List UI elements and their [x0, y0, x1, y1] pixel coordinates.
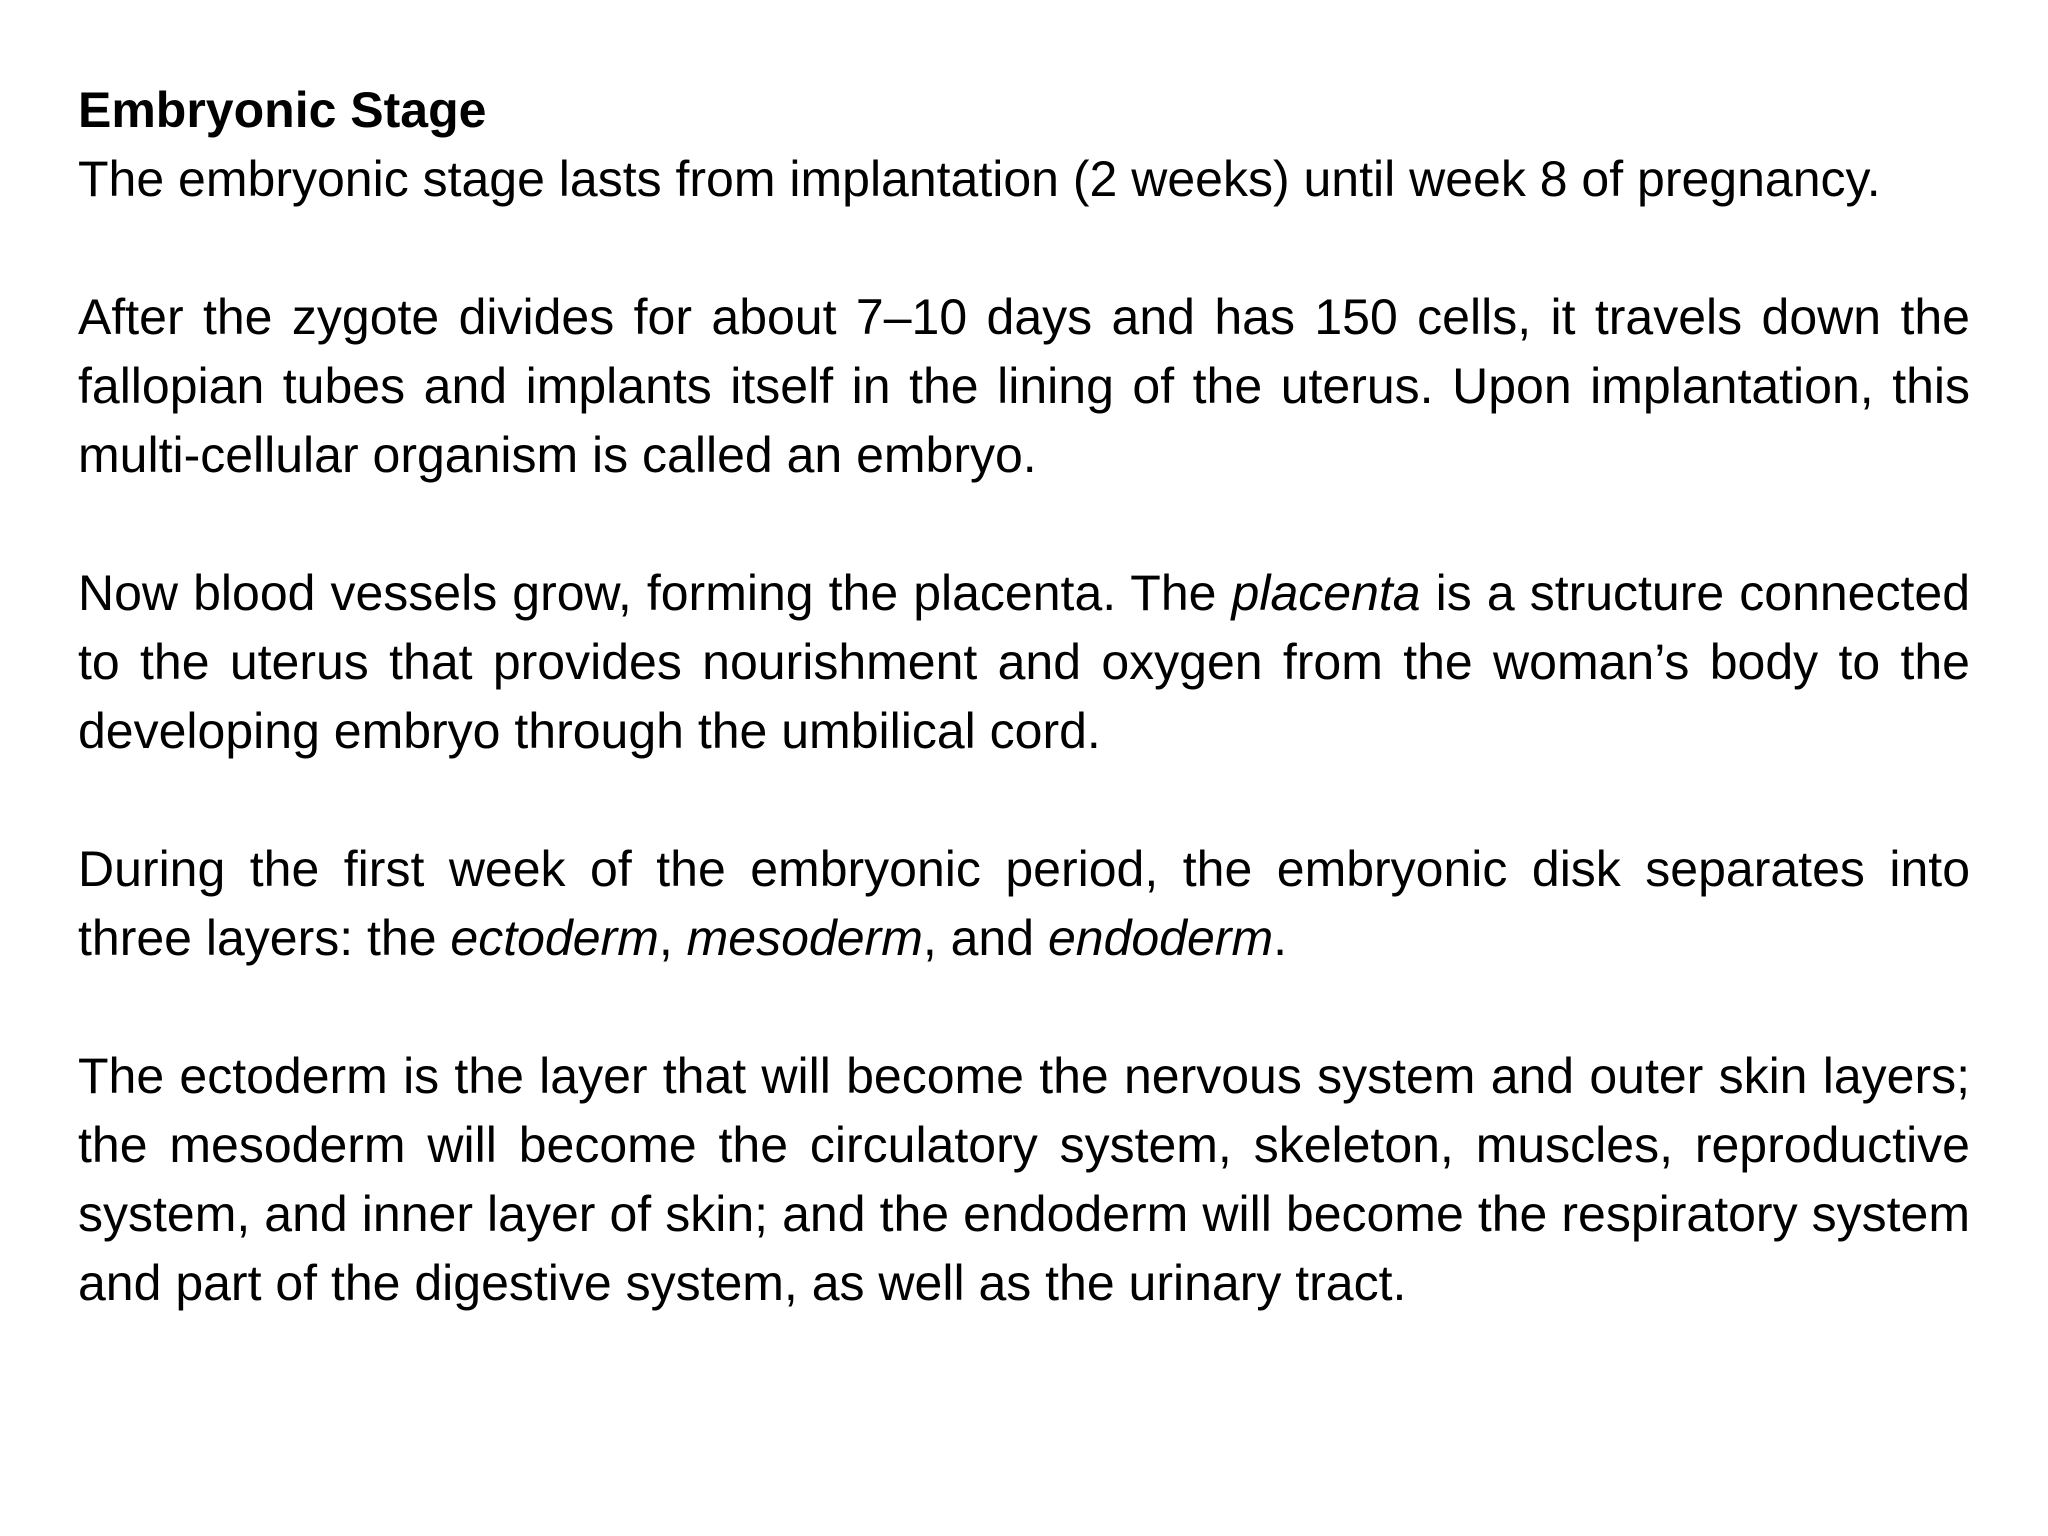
paragraph-layers-end: . — [1273, 910, 1288, 966]
paragraph-implantation: After the zygote divides for about 7–10 days and has 150 cells, it travels down the fallopian tubes and implants itself in the lining of the uterus. Upon implantation, this multi-cellular organism is called an embryo. — [78, 289, 1970, 483]
text-body — [78, 76, 1970, 1318]
term-placenta: placenta — [1231, 565, 1421, 621]
paragraph-duration: The embryonic stage lasts from implantation (2 weeks) until week 8 of pregnancy. — [78, 151, 1881, 207]
separator-1: , — [658, 910, 687, 966]
term-mesoderm: mesoderm — [686, 910, 923, 966]
paragraph-layers-before: During the first week of the embryonic period, the embryonic disk separates into three layers: the — [78, 841, 1970, 966]
paragraph-layers — [78, 835, 1970, 973]
paragraph-placenta-before: Now blood vessels grow, forming the placenta. The — [78, 565, 1232, 621]
paragraph-placenta-after: is a structure connected to the uterus that provides nourishment and oxygen from the woman’s body to the developing embryo through the umbilical cord. — [78, 565, 1970, 759]
term-ectoderm: ectoderm — [450, 910, 659, 966]
paragraph-layer-functions: The ectoderm is the layer that will become the nervous system and outer skin layers; the mesoderm will become the circulatory system, skeleton, muscles, reproductive system, and inner layer of skin; and the endoderm will become the respiratory system and part of the digestive system, as well as the urinary tract. — [78, 1048, 1970, 1311]
separator-2: , and — [922, 910, 1048, 966]
paragraph-placenta — [78, 559, 1970, 766]
term-endoderm: endoderm — [1047, 910, 1274, 966]
heading: Embryonic Stage — [78, 82, 487, 138]
